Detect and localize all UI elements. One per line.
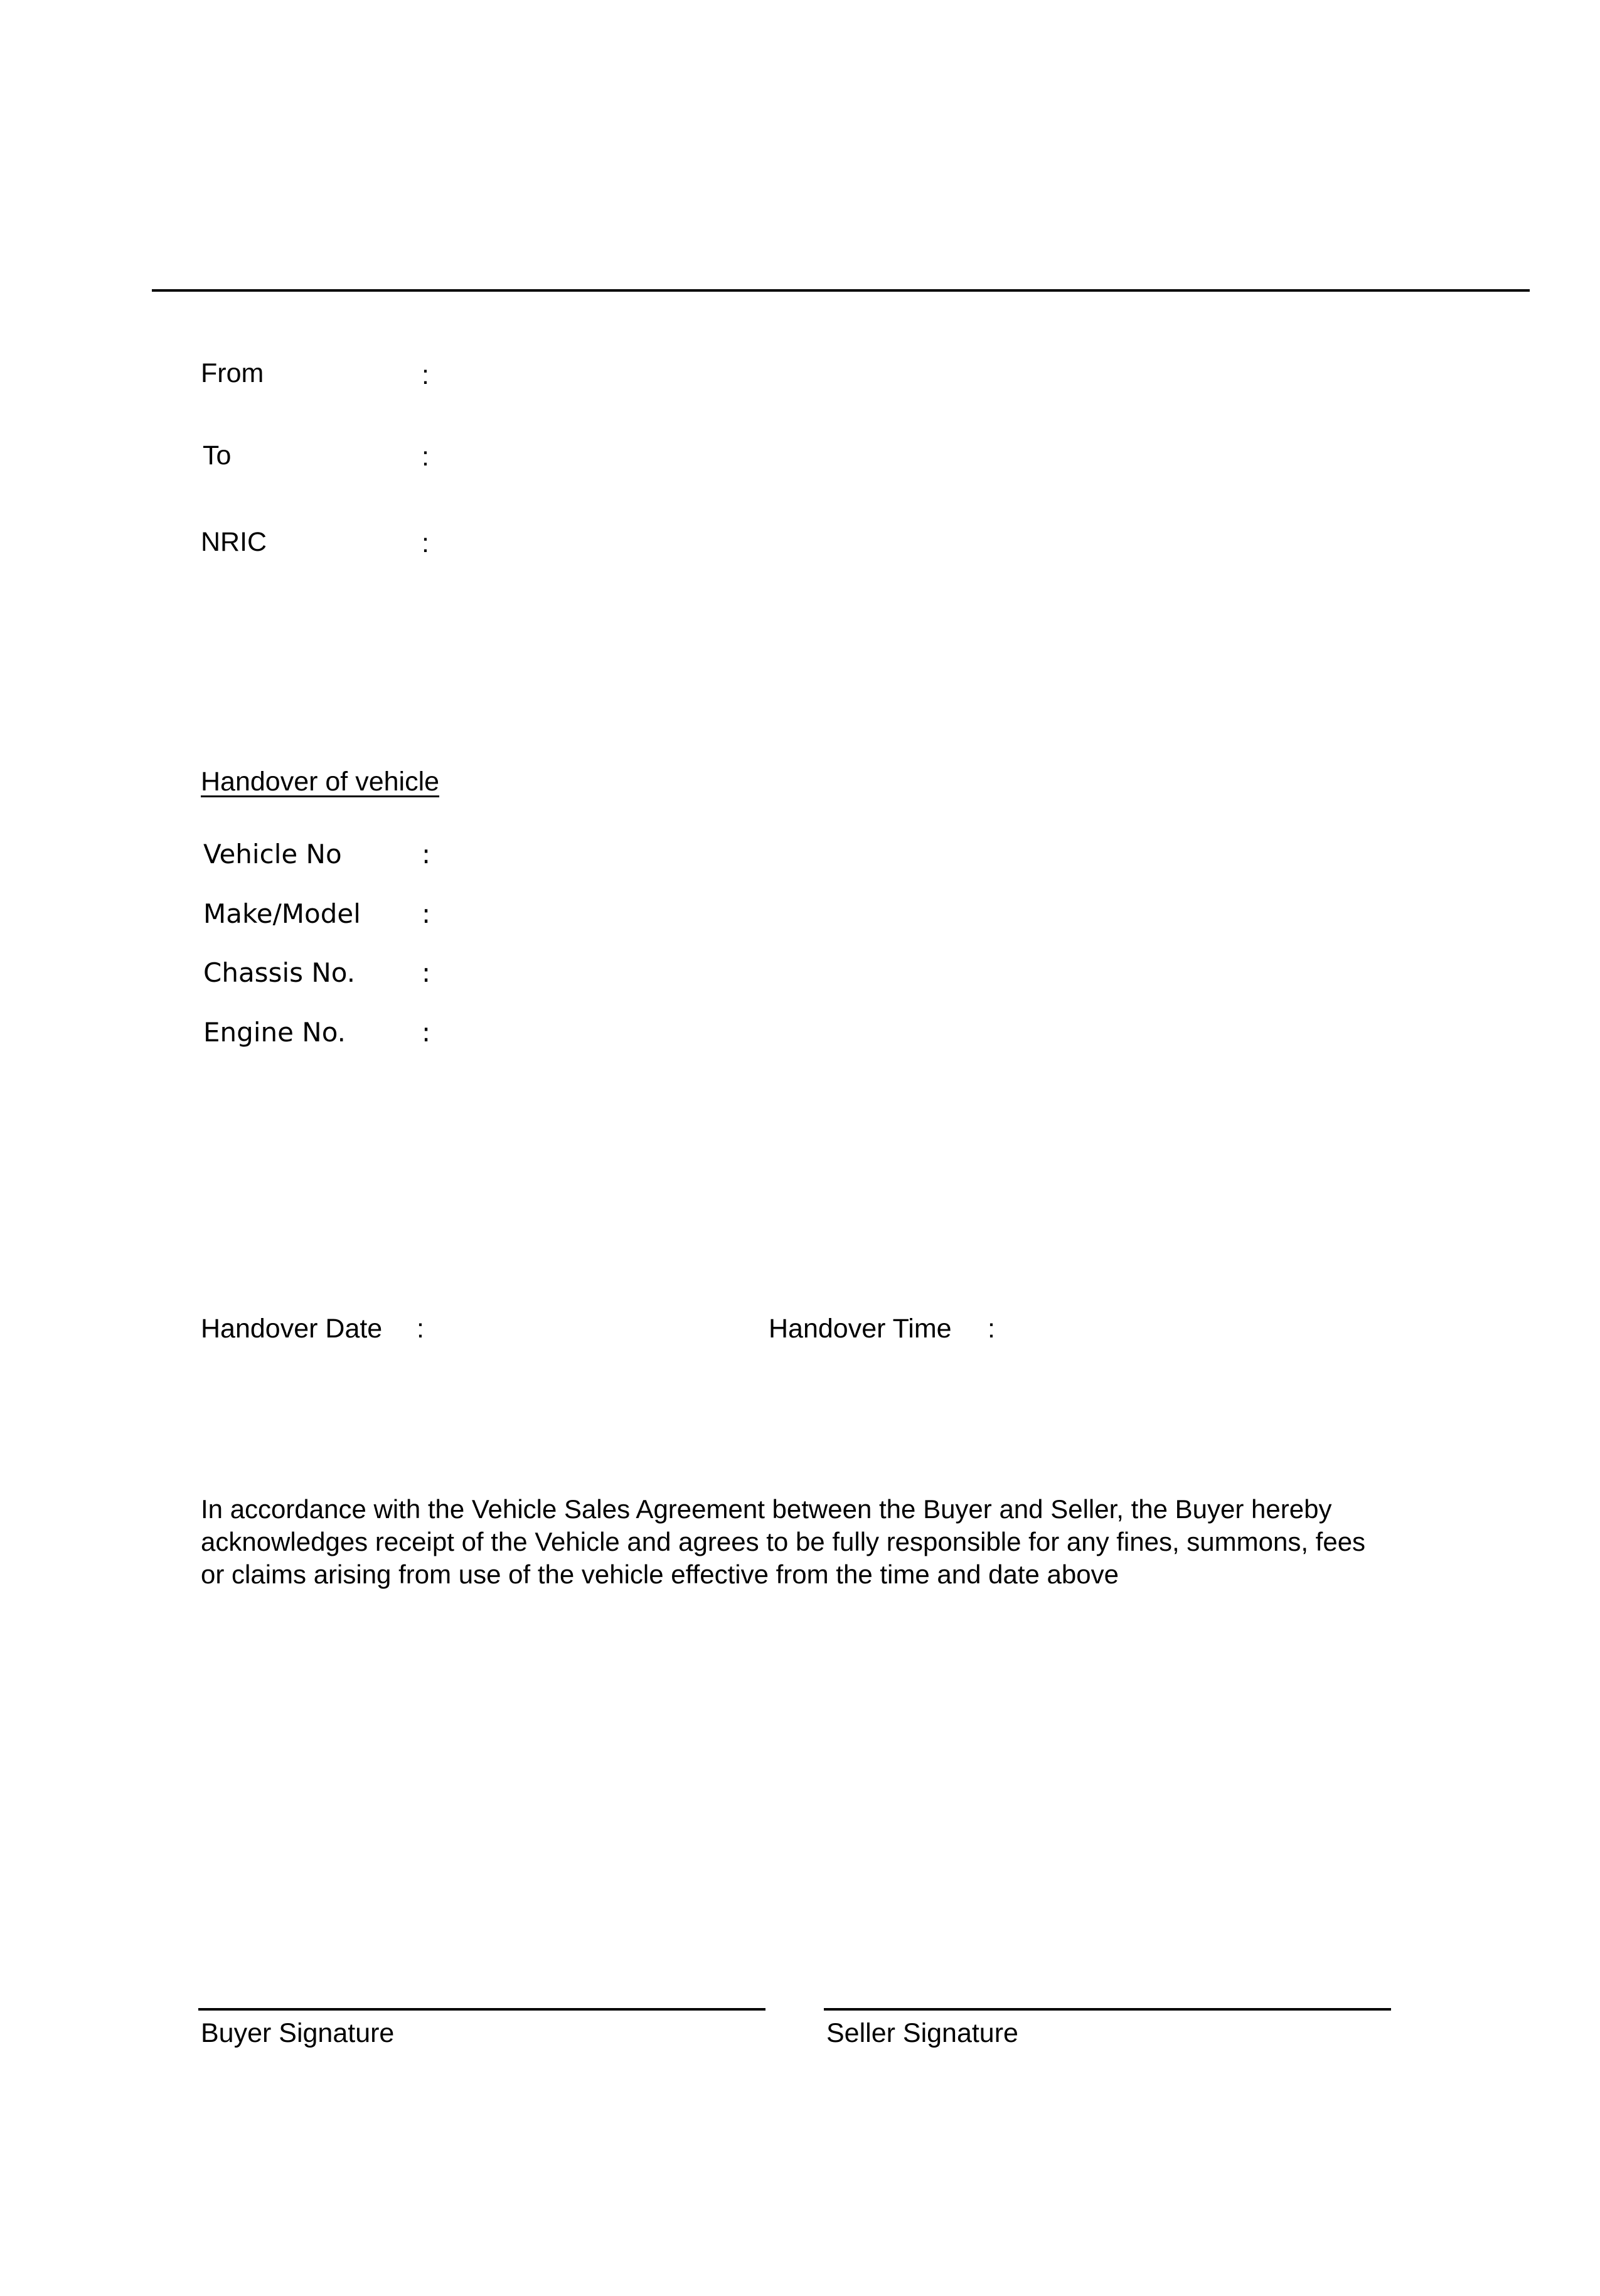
from-label: From — [201, 358, 264, 388]
chassis-no-colon: : — [422, 957, 431, 988]
make-model-colon: : — [422, 898, 431, 929]
make-model-label: Make/Model — [203, 898, 361, 929]
to-label: To — [203, 440, 232, 470]
engine-no-colon: : — [422, 1017, 431, 1048]
vehicle-no-colon: : — [422, 839, 431, 869]
handover-time-colon: : — [988, 1314, 995, 1344]
acknowledgement-line: acknowledges receipt of the Vehicle and agrees to be fully responsible for any fines, summons, fees — [201, 1527, 1366, 1556]
engine-no-label: Engine No. — [203, 1017, 346, 1048]
vehicle-no-label: Vehicle No — [203, 839, 342, 869]
chassis-no-label: Chassis No. — [203, 957, 356, 988]
nric-label: NRIC — [201, 527, 267, 557]
acknowledgement-line: In accordance with the Vehicle Sales Agreement between the Buyer and Seller, the Buyer hereby — [201, 1494, 1332, 1524]
seller-signature-line — [824, 2008, 1391, 2011]
handover-date-colon: : — [417, 1314, 424, 1344]
acknowledgement-paragraph — [201, 1493, 1393, 1591]
nric-colon: : — [422, 528, 429, 558]
buyer-signature-line — [198, 2008, 765, 2011]
handover-time-label: Handover Time — [769, 1314, 952, 1344]
seller-signature-label: Seller Signature — [826, 2018, 1018, 2048]
buyer-signature-label: Buyer Signature — [201, 2018, 395, 2048]
acknowledgement-line: or claims arising from use of the vehicle effective from the time and date above — [201, 1560, 1119, 1589]
to-colon: : — [422, 442, 429, 472]
vehicle-section-title: Handover of vehicle — [201, 767, 440, 797]
handover-date-label: Handover Date — [201, 1314, 383, 1344]
header-divider — [152, 289, 1530, 292]
from-colon: : — [422, 360, 429, 390]
